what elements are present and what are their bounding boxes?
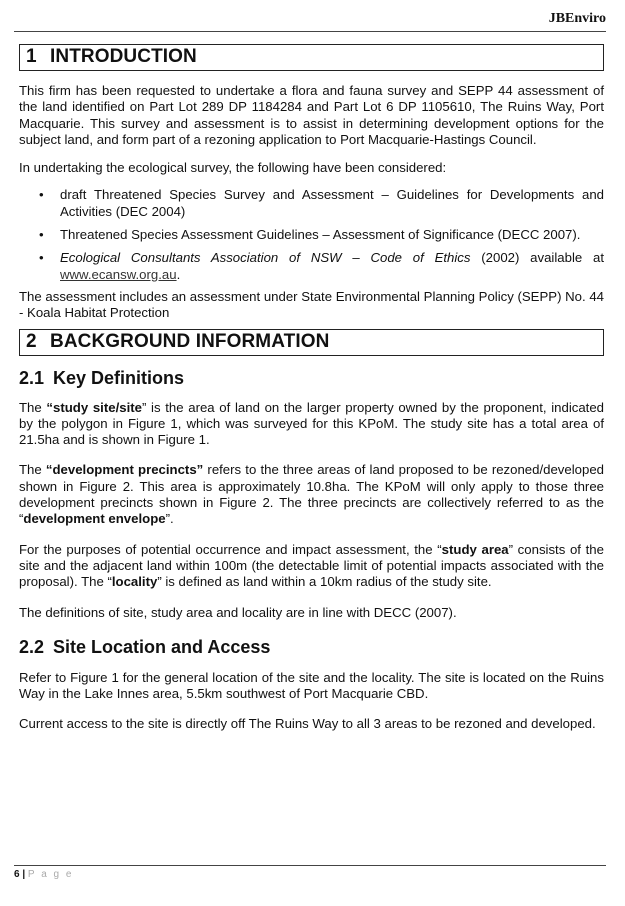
site-location-paragraph: Refer to Figure 1 for the general location of the site and the locality. The site is located on the Ruins Way in the Lake Innes area, 5.5km southwest of Port Macquarie CBD. [19,669,604,702]
bullet-icon: • [39,250,44,266]
bullet-icon: • [39,187,44,203]
page-footer [14,865,606,880]
considered-intro: In undertaking the ecological survey, the following have been considered: [19,160,447,176]
study-area-definition: For the purposes of potential occurrence and impact assessment, the “study area” consists of the site and the adjacent land within 100m (the detectable limit of potential impacts associated with the proposal). The “locality” is defined as land within a 10km radius of the study site. [19,541,604,590]
list-item [19,187,604,220]
considered-list [19,187,604,282]
page-label: P a g e [27,869,74,880]
bullet-icon: • [39,227,44,243]
definitions-note: The definitions of site, study area and locality are in line with DECC (2007). [19,604,457,620]
document-body [19,44,604,733]
page-separator: | [19,869,28,880]
section-title: INTRODUCTION [50,46,197,67]
list-item [19,250,604,283]
list-item [19,227,604,243]
page-header [14,0,606,32]
section-2-heading [19,329,604,356]
section-number: 2 [26,330,37,352]
development-precincts-definition: The “development precincts” refers to the three areas of land proposed to be rezoned/developed shown in Figure 2. This area is approximately 10.8ha. The KPoM will only apply to those three development precincts shown in Figure 2. The three precincts are collectively referred to as the “development envelope”. [19,462,605,527]
section-title: BACKGROUND INFORMATION [50,330,330,352]
subsection-2-1-heading [19,367,604,389]
list-item-text: Threatened Species Assessment Guidelines – Assessment of Significance (DECC 2007). [60,227,581,243]
list-item-text: (2002) available at [470,250,604,266]
subsection-2-2-heading [19,636,604,658]
section-1-heading [19,44,604,71]
list-item-text: draft Threatened Species Survey and Assessment – Guidelines for Developments and Activities (DEC 2004) [60,187,604,219]
intro-paragraph: This firm has been requested to undertake a flora and fauna survey and SEPP 44 assessment of the land identified on Part Lot 289 DP 1184284 and Part Lot 6 DP 1105610, The Ruins Way, Port Macquarie. This survey and assessment is to assist in determining development options for the subject land, and form part of a rezoning application to Port Macquarie-Hastings Council. [19,83,604,147]
subsection-number: 2.1 [19,367,45,388]
subsection-title: Key Definitions [53,367,185,388]
page-number: 6 [14,869,20,880]
site-access-paragraph: Current access to the site is directly off The Ruins Way to all 3 areas to be rezoned and developed. [19,716,596,732]
section-number: 1 [26,46,37,67]
brand-logo: JBEnviro [548,11,606,26]
subsection-number: 2.2 [19,636,45,657]
list-item-italic-text: Ecological Consultants Association of NSW – Code of Ethics [60,250,471,266]
sepp-paragraph: The assessment includes an assessment under State Environmental Planning Policy (SEPP) No. 44 - Koala Habitat Protection [19,288,604,321]
study-site-definition: The “study site/site” is the area of land on the larger property owned by the proponent, indicated by the polygon in Figure 1, which was surveyed for this KPoM. The study site has a total area of 21.5ha and is shown in Figure 1. [19,399,605,448]
ecansw-link[interactable]: www.ecansw.org.au [60,266,177,282]
subsection-title: Site Location and Access [53,636,271,657]
list-item-text: . [176,266,181,282]
